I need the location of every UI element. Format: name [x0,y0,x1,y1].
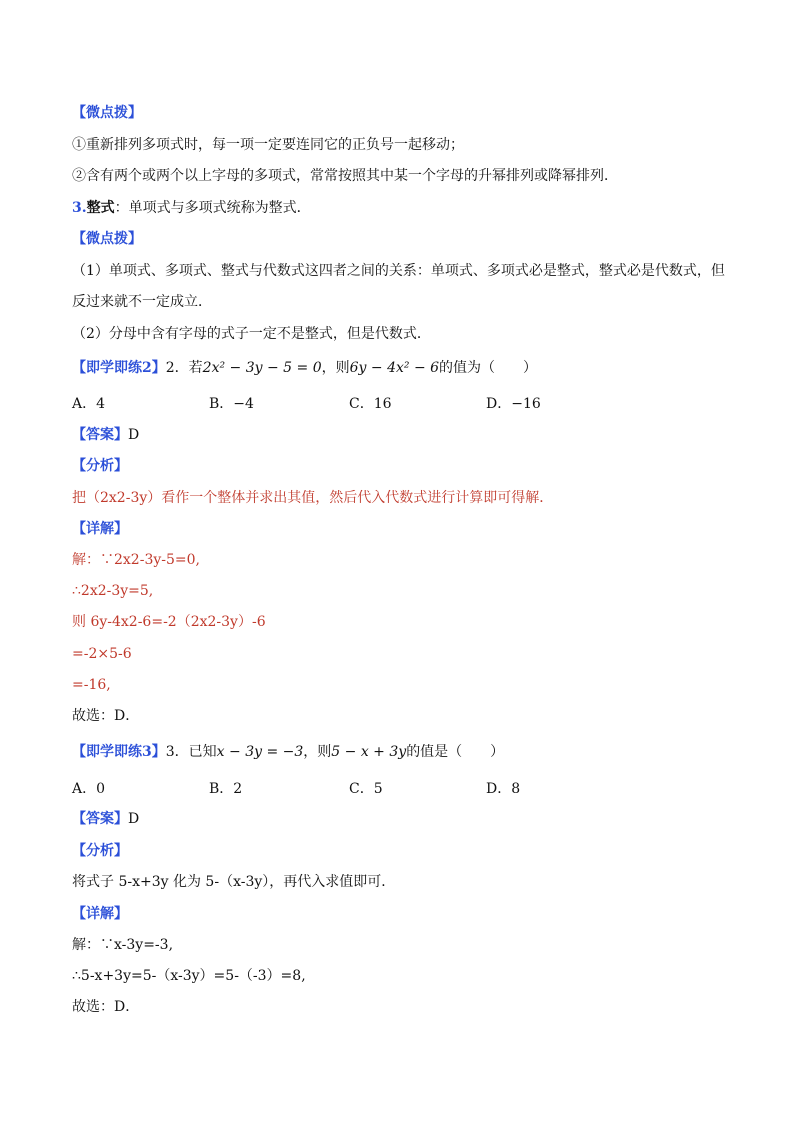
question-2-choices [72,394,672,414]
tip-2-line-1: （1）单项式、多项式、整式与代数式这四者之间的关系：单项式、多项式必是整式，整式必是代数式，但 [72,263,725,279]
tip-1-line-1: ①重新排列多项式时，每一项一定要连同它的正负号一起移动； [72,137,464,153]
question-3-stem [72,742,504,762]
q2-choice-a: A．4 [72,396,106,412]
question-2-stem-a: 2．若 [165,360,203,376]
q2-answer-label: 【答案】 [72,427,128,443]
question-3-tag: 【即学即练3】 [72,744,166,760]
q2-detail-line-3: 则 6y-4x2-6=-2（2x2-3y）-6 [72,614,266,630]
q3-answer-label: 【答案】 [72,811,128,827]
q2-detail-line-2: ∴2x2-3y=5, [72,583,154,599]
q2-detail-line-6: 故选：D． [72,708,140,724]
q3-analysis-label: 【分析】 [72,843,128,859]
question-2-equation: 2x² − 3y − 5 = 0 [202,360,322,376]
q2-detail-line-5: =-16, [72,677,111,693]
question-3-choices [72,779,672,799]
q2-choice-d: D．−16 [486,396,541,412]
definition-term: 整式 [86,200,115,216]
q3-analysis-text: 将式子 5-x+3y 化为 5-（x-3y），再代入求值即可． [72,874,396,890]
question-2-answer [72,425,139,445]
question-3-answer [72,809,139,829]
q2-detail-line-4: =-2×5-6 [72,646,132,662]
question-3-stem-a: 3．已知 [165,744,217,760]
definition-text: ：单项式与多项式统称为整式． [114,200,311,216]
q2-answer-value: D [128,427,140,443]
question-2-expression: 6y − 4x² − 6 [349,360,440,376]
question-2-tag: 【即学即练2】 [72,360,166,376]
question-3-stem-c: 的值是（ ） [406,744,505,760]
q3-detail-line-2: ∴5-x+3y=5-（x-3y）=5-（-3）=8, [72,968,306,984]
tip-label-2: 【微点拨】 [72,231,142,247]
tip-label-1: 【微点拨】 [72,105,142,121]
question-2-stem-b: ，则 [321,360,350,376]
q2-analysis-label: 【分析】 [72,458,128,474]
question-2-stem [72,358,537,378]
q3-choice-a: A．0 [72,781,106,797]
question-3-expression: 5 − x + 3y [331,744,407,760]
definition-integral-expression [72,198,311,218]
q3-detail-line-3: 故选：D． [72,999,140,1015]
question-3-equation: x − 3y = −3 [216,744,304,760]
tip-2-line-3: （2）分母中含有字母的式子一定不是整式，但是代数式． [72,326,431,342]
q3-detail-label: 【详解】 [72,906,128,922]
question-2-stem-c: 的值为（ ） [439,360,538,376]
definition-number: 3. [72,200,87,216]
q3-choice-c: C．5 [349,781,383,797]
tip-1-line-2: ②含有两个或两个以上字母的多项式，常常按照其中某一个字母的升幂排列或降幂排列． [72,168,618,184]
tip-2-line-2: 反过来就不一定成立． [72,294,212,310]
q2-detail-label: 【详解】 [72,521,128,537]
q3-choice-d: D．8 [486,781,521,797]
q2-analysis-text: 把（2x2-3y）看作一个整体并求出其值，然后代入代数式进行计算即可得解． [72,490,554,506]
q2-choice-c: C．16 [349,396,392,412]
q2-choice-b: B．−4 [209,396,254,412]
q3-answer-value: D [128,811,140,827]
question-3-stem-b: ，则 [303,744,332,760]
q3-detail-line-1: 解：∵x-3y=-3, [72,937,174,953]
q3-choice-b: B．2 [209,781,243,797]
q2-detail-line-1: 解：∵2x2-3y-5=0, [72,552,200,568]
